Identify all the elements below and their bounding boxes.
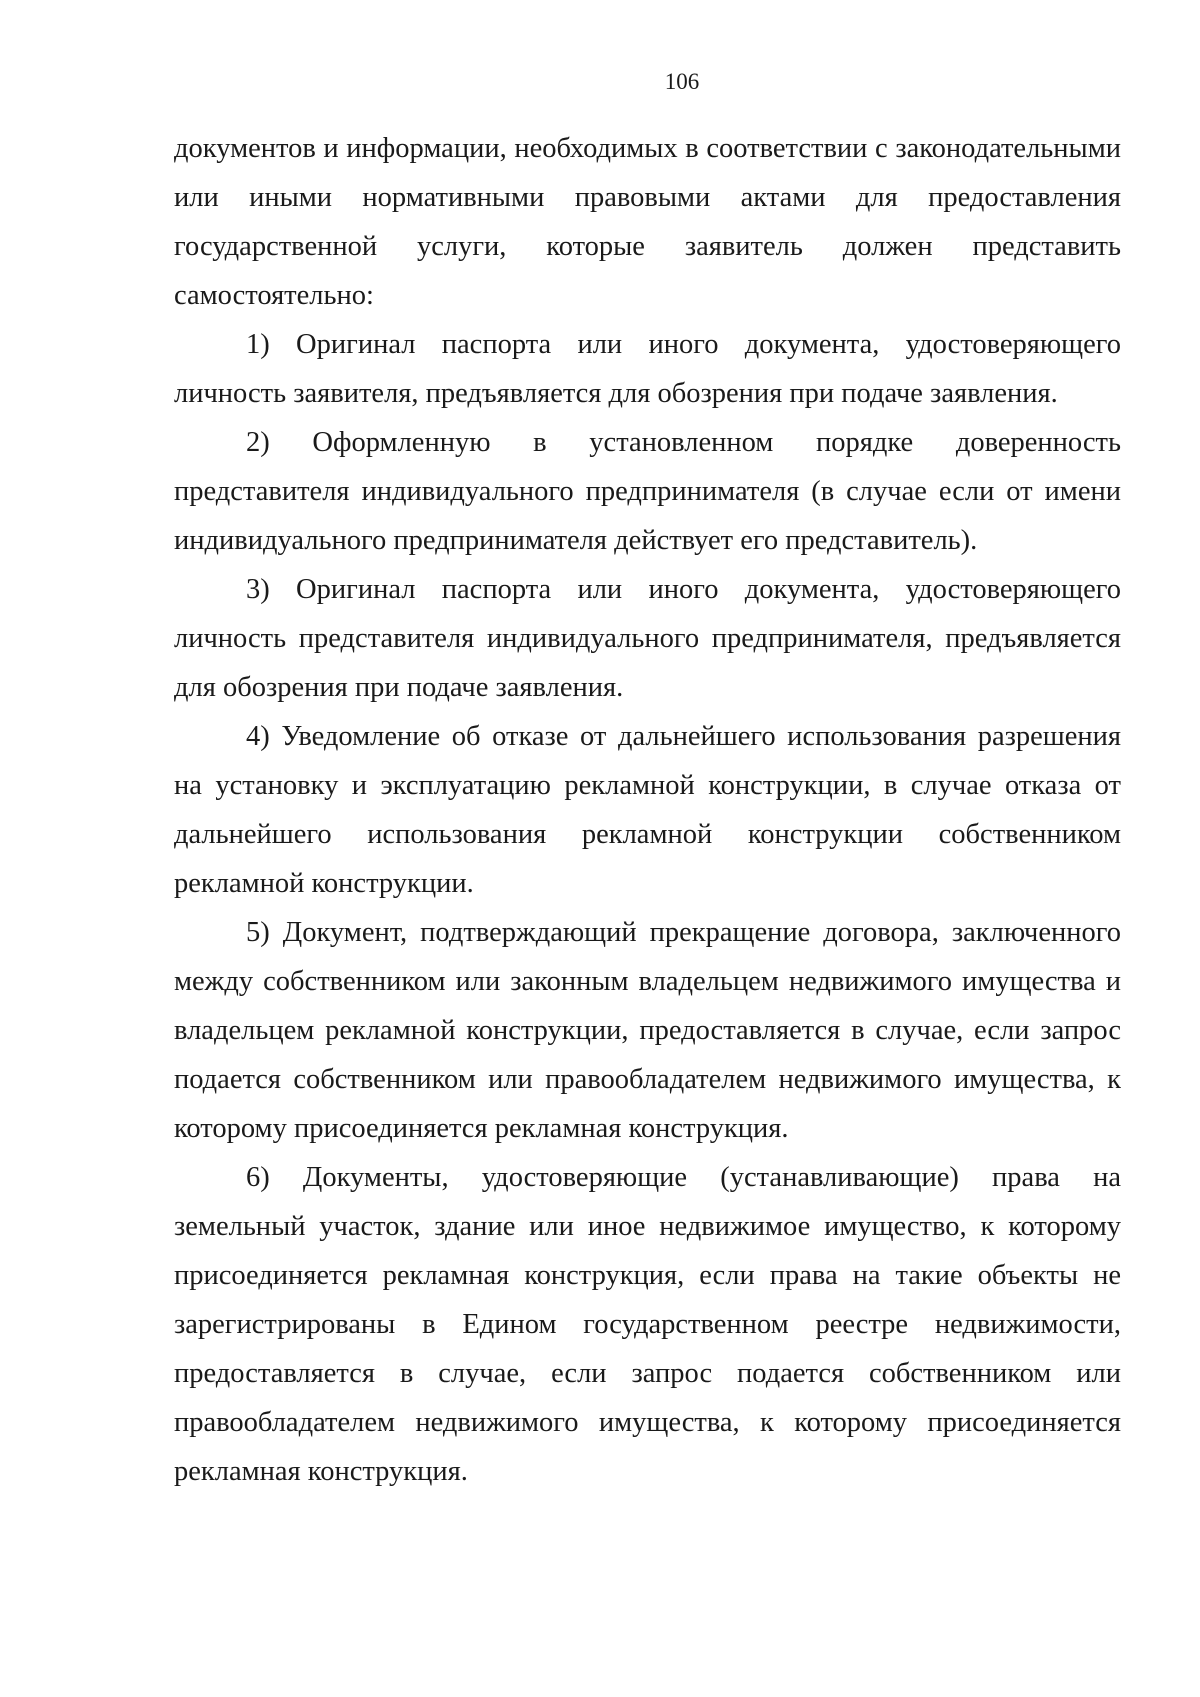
paragraph-item-5: 5) Документ, подтверждающий прекращение договора, заключенного между собственником или законным владельцем недвижимого имущества и владельцем рекламной конструкции, предоставляется в случае, если запрос подается собственником или правообладателем недвижимого имущества, к которому присоединяется рекламная конструкция. <box>174 917 1121 1144</box>
document-body <box>174 124 1121 1496</box>
paragraph-continuation: документов и информации, необходимых в соответствии с законодательными или иными нормативными правовыми актами для предоставления государственной услуги, которые заявитель должен представить самостоятельно: <box>174 133 1121 311</box>
paragraph-item-2: 2) Оформленную в установленном порядке доверенность представителя индивидуального предпринимателя (в случае если от имени индивидуального предпринимателя действует его представитель). <box>174 427 1121 556</box>
page-number: 106 <box>664 69 700 94</box>
paragraph-item-1: 1) Оригинал паспорта или иного документа, удостоверяющего личность заявителя, предъявляется для обозрения при подаче заявления. <box>174 329 1121 409</box>
paragraph-item-4: 4) Уведомление об отказе от дальнейшего использования разрешения на установку и эксплуатацию рекламной конструкции, в случае отказа от дальнейшего использования рекламной конструкции собственником рекламной конструкции. <box>174 721 1121 899</box>
paragraph-item-6: 6) Документы, удостоверяющие (устанавливающие) права на земельный участок, здание или иное недвижимое имущество, к которому присоединяется рекламная конструкция, если права на такие объекты не зарегистрированы в Едином государственном реестре недвижимости, предоставляется в случае, если запрос подается собственником или правообладателем недвижимого имущества, к которому присоединяется рекламная конструкция. <box>174 1162 1121 1487</box>
paragraph-item-3: 3) Оригинал паспорта или иного документа, удостоверяющего личность представителя индивидуального предпринимателя, предъявляется для обозрения при подаче заявления. <box>174 574 1121 703</box>
